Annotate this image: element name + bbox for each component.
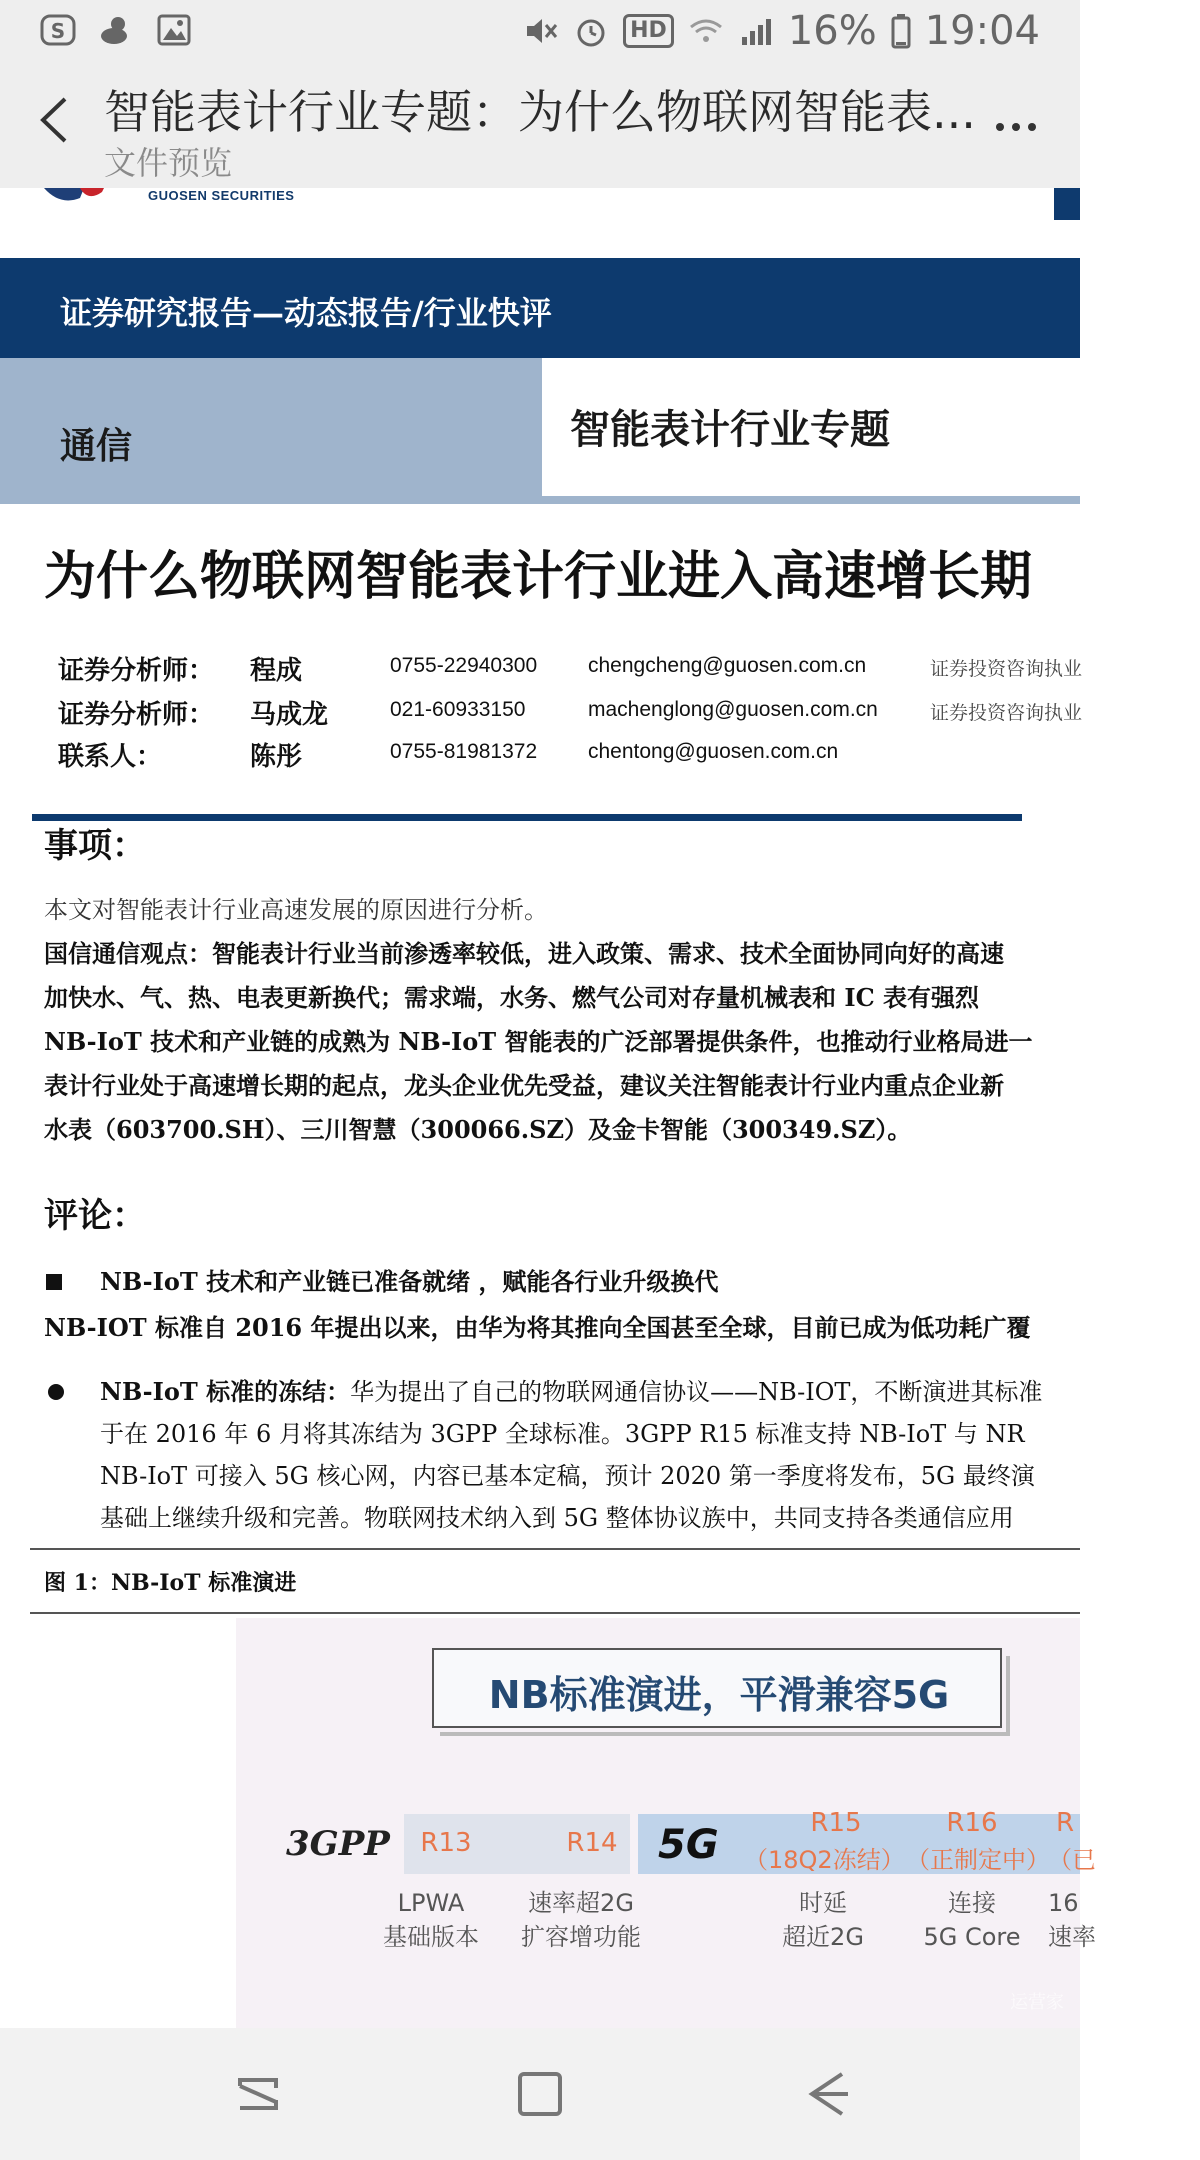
status-left-icons — [40, 12, 192, 48]
more-dot-icon — [1028, 123, 1036, 131]
release-r14: R14 — [566, 1828, 618, 1858]
event-line: 国信通信观点：智能表计行业当前渗透率较低，进入政策、需求、技术全面协同向好的高速 — [44, 939, 1004, 968]
release-r16-note: （正制定中） — [906, 1846, 1050, 1874]
document-title: 智能表计行业专题：为什么物联网智能表... — [104, 85, 976, 139]
more-dot-icon — [1012, 123, 1020, 131]
back-button[interactable] — [24, 90, 84, 150]
analyst-license: 证券投资咨询执业 — [930, 702, 1083, 724]
analyst-license: 证券投资咨询执业 — [930, 658, 1083, 680]
analyst-phone: 0755-81981372 — [390, 740, 538, 763]
recent-apps-icon[interactable] — [230, 2064, 290, 2124]
alarm-icon — [573, 13, 609, 49]
section-divider — [32, 814, 1022, 821]
release-r15-note: （18Q2冻结） — [744, 1846, 905, 1874]
home-icon[interactable] — [510, 2064, 570, 2124]
report-type-band — [0, 258, 1080, 358]
feature-line: 16 — [1048, 1889, 1079, 1917]
wifi-icon — [688, 13, 724, 49]
topic-panel — [542, 358, 1080, 496]
analyst-role: 证券分析师： — [58, 656, 215, 686]
release-r13: R13 — [420, 1828, 472, 1858]
back-icon[interactable] — [798, 2064, 858, 2124]
event-line: 水表（603700.SH）、三川智慧（300066.SZ）及金卡智能（300349.SZ）。 — [44, 1115, 912, 1144]
5g-logo: 5G — [658, 1822, 719, 1868]
release-next: R — [1056, 1808, 1075, 1838]
feature-line: 基础版本 — [383, 1923, 479, 1951]
mute-icon — [523, 13, 559, 49]
figure-title-box — [432, 1648, 1002, 1728]
app-bar — [0, 62, 1080, 188]
battery-icon — [891, 13, 911, 49]
status-bar — [0, 0, 1080, 62]
feature-line: 时延 — [799, 1889, 847, 1917]
figure-caption: 图 1：NB-IoT 标准演进 — [44, 1570, 297, 1596]
figure-caption-rule — [30, 1612, 1080, 1614]
dot-bullet-icon — [48, 1384, 64, 1400]
dot-item-line: NB-IoT 可接入 5G 核心网，内容已基本定稿，预计 2020 第一季度将发布，5G 最终演 — [100, 1462, 1035, 1490]
feature-line: 超近2G — [782, 1923, 864, 1951]
hd-icon: HD — [623, 14, 674, 48]
feature-line: 5G Core — [923, 1923, 1021, 1951]
feature-line: 速率超2G — [528, 1889, 634, 1917]
logo-text: GUOSEN SECURITIES — [148, 188, 295, 203]
analyst-name: 马成龙 — [250, 700, 329, 730]
svg-text:S: S — [50, 19, 66, 43]
dot-item-line: 于在 2016 年 6 月将其冻结为 3GPP 全球标准。3GPP R15 标准支持 NB-IoT 与 NR — [100, 1420, 1025, 1448]
analyst-phone: 0755-22940300 — [390, 654, 538, 677]
feature-r16 — [912, 1886, 1032, 1954]
feature-line: 连接 — [948, 1889, 996, 1917]
signal-icon — [738, 13, 774, 49]
analyst-role: 证券分析师： — [58, 700, 215, 730]
more-dot-icon — [996, 123, 1004, 131]
feature-line: 速率 — [1048, 1923, 1096, 1951]
event-line: 加快水、气、热、电表更新换代；需求端，水务、燃气公司对存量机械表和 IC 表有强烈 — [44, 983, 980, 1012]
square-bullet-icon — [46, 1274, 62, 1290]
event-line: 本文对智能表计行业高速发展的原因进行分析。 — [44, 896, 548, 924]
figure-top-rule — [30, 1548, 1080, 1550]
dot-item-line: 基础上继续升级和完善。物联网技术纳入到 5G 整体协议族中，共同支持各类通信应用 — [100, 1504, 1014, 1532]
analyst-role: 联系人： — [58, 742, 163, 772]
analyst-email[interactable]: machenglong@guosen.com.cn — [588, 698, 878, 721]
feature-r13 — [376, 1886, 486, 1954]
chevron-left-icon — [37, 95, 71, 145]
comment-line: NB-IOT 标准自 2016 年提出以来，由华为将其推向全国甚至全球，目前已成为低功耗广覆 — [44, 1313, 1031, 1342]
event-line: NB-IoT 技术和产业链的成熟为 NB-IoT 智能表的广泛部署提供条件，也推动行业格局进一 — [44, 1027, 1033, 1056]
s-app-icon — [40, 12, 76, 48]
analyst-email[interactable]: chengcheng@guosen.com.cn — [588, 654, 867, 677]
release-next-note: （已 — [1048, 1846, 1096, 1874]
feature-line: LPWA — [397, 1889, 465, 1917]
document-viewport[interactable] — [0, 188, 1096, 2028]
release-r16: R16 — [946, 1808, 998, 1838]
gallery-icon — [156, 12, 192, 48]
topic-label: 智能表计行业专题 — [570, 406, 890, 453]
bullet-heading: NB-IoT 技术和产业链已准备就绪 ，赋能各行业升级换代 — [100, 1267, 719, 1296]
section-heading-event: 事项： — [44, 826, 146, 866]
figure-title: NB标准演进，平滑兼容5G — [488, 1673, 950, 1717]
feature-r14 — [516, 1886, 646, 1954]
feature-line: 扩容增功能 — [521, 1923, 641, 1951]
dot-item-line — [100, 1370, 1200, 1414]
section-heading-comment: 评论： — [44, 1196, 146, 1236]
release-r15: R15 — [810, 1808, 862, 1838]
document-subtitle: 文件预览 — [104, 144, 233, 182]
guosen-logo-icon — [40, 188, 130, 204]
analyst-name: 程成 — [250, 656, 303, 686]
figure-watermark: 运营家 — [1010, 1992, 1064, 2013]
header-accent-block — [1054, 188, 1080, 220]
feature-r15 — [768, 1886, 878, 1954]
clock: 19:04 — [924, 8, 1040, 54]
sector-label: 通信 — [60, 425, 133, 467]
event-line: 表计行业处于高速增长期的起点，龙头企业优先受益，建议关注智能表计行业内重点企业新 — [44, 1071, 1004, 1100]
analyst-email[interactable]: chentong@guosen.com.cn — [588, 740, 839, 763]
dot-item-lead: NB-IoT 标准的冻结： — [100, 1377, 351, 1406]
3gpp-logo: 3GPP — [286, 1824, 390, 1864]
weather-icon — [98, 12, 134, 48]
nb-iot-figure — [236, 1618, 1096, 2028]
navigation-bar — [0, 2028, 1080, 2160]
battery-percent: 16% — [787, 8, 877, 54]
dot-item-text: 华为提出了自己的物联网通信协议——NB-IOT，不断演进其标准 — [350, 1378, 1043, 1406]
sector-row — [0, 358, 1080, 504]
report-type: 证券研究报告—动态报告/行业快评 — [60, 294, 552, 332]
feature-next — [1048, 1886, 1096, 1954]
analyst-name: 陈彤 — [250, 742, 303, 772]
report-headline: 为什么物联网智能表计行业进入高速增长期 — [44, 546, 1033, 607]
more-options-button[interactable] — [986, 102, 1046, 152]
analyst-phone: 021-60933150 — [390, 698, 526, 721]
status-right — [523, 8, 1040, 54]
